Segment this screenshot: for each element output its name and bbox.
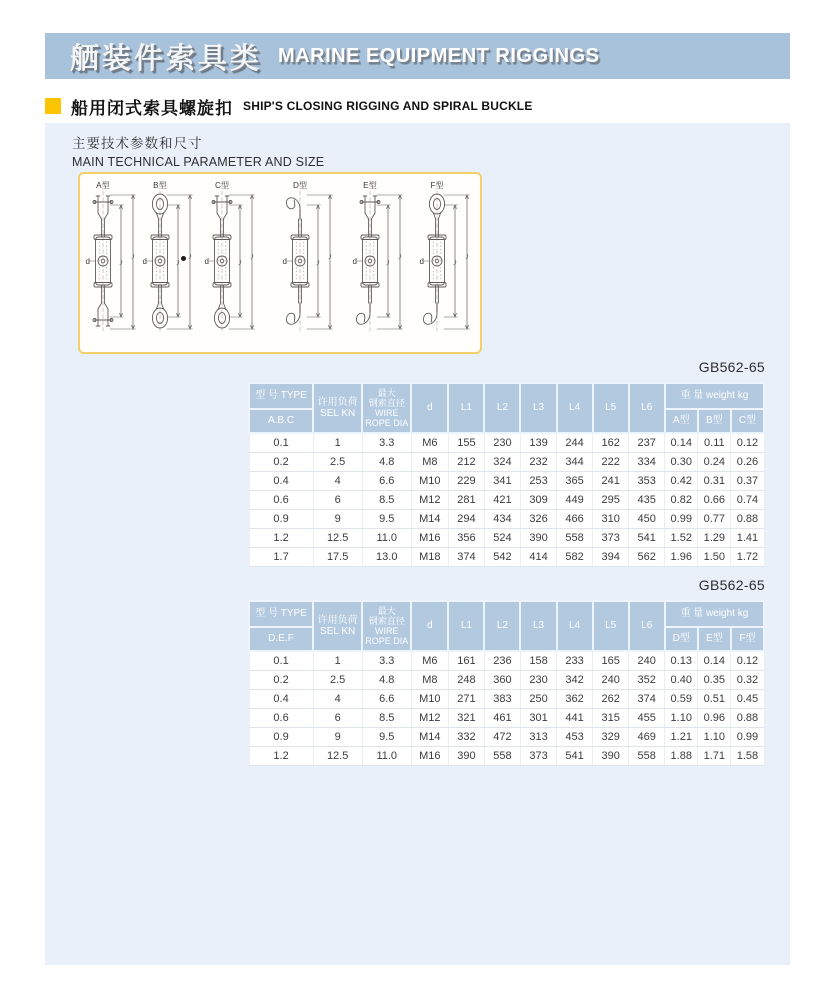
table-cell: 4.8 [362, 671, 411, 690]
table-cell: 1.7 [249, 548, 313, 567]
column-header-l6: L6 [629, 383, 665, 433]
table-cell: 0.88 [731, 709, 764, 728]
table-cell: 0.59 [665, 690, 698, 709]
table-cell: 558 [484, 747, 520, 766]
standard-label-abc: GB562-65 [698, 359, 765, 375]
table-row [249, 453, 764, 472]
table-cell: 253 [520, 472, 556, 491]
svg-text:D型: D型 [292, 181, 308, 190]
table-cell: 394 [593, 548, 629, 567]
table-cell: 0.74 [731, 491, 764, 510]
turnbuckle-drawing-d [280, 179, 342, 345]
column-header-l2: L2 [484, 383, 520, 433]
table-cell: 310 [593, 510, 629, 529]
table-cell: 232 [520, 453, 556, 472]
table-cell: 1.58 [731, 747, 764, 766]
column-header-load: 许用负荷 SEL KN [313, 601, 362, 651]
table-cell: 281 [448, 491, 484, 510]
column-header-l4: L4 [557, 601, 593, 651]
table-cell: 315 [593, 709, 629, 728]
table-row [249, 709, 764, 728]
table-cell: 9 [313, 510, 362, 529]
table-cell: 1 [313, 433, 362, 453]
table-cell: 0.14 [698, 651, 731, 671]
spec-table-def [248, 600, 765, 766]
table-cell: 0.32 [731, 671, 764, 690]
table-cell: 1.21 [665, 728, 698, 747]
table-cell: M14 [411, 728, 448, 747]
table-cell: 8.5 [362, 709, 411, 728]
svg-text:d: d [352, 257, 357, 266]
column-header-load: 许用负荷 SEL KN [313, 383, 362, 433]
table-row [249, 529, 764, 548]
table-cell: 165 [593, 651, 629, 671]
parameters-heading [72, 132, 324, 169]
table-cell: 562 [629, 548, 665, 567]
table-cell: 1.96 [665, 548, 698, 567]
table-cell: 1 [313, 651, 362, 671]
table-cell: 0.12 [731, 433, 764, 453]
table-row [249, 651, 764, 671]
table-cell: 237 [629, 433, 665, 453]
table-cell: 8.5 [362, 491, 411, 510]
table-cell: 6.6 [362, 472, 411, 491]
table-cell: M10 [411, 472, 448, 491]
column-header-l6: L6 [629, 601, 665, 651]
table-cell: 4.8 [362, 453, 411, 472]
table-cell: 212 [448, 453, 484, 472]
table-cell: 0.2 [249, 453, 313, 472]
column-header-l5: L5 [593, 383, 629, 433]
turnbuckle-drawing-f [417, 179, 479, 345]
table-cell: 390 [448, 747, 484, 766]
table-cell: 0.1 [249, 433, 313, 453]
table-cell: 6 [313, 491, 362, 510]
table-cell: 4 [313, 690, 362, 709]
banner-title-en: MARINE EQUIPMENT RIGGINGS [278, 44, 600, 67]
table-cell: 0.6 [249, 709, 313, 728]
table-cell: 360 [484, 671, 520, 690]
table-cell: 441 [557, 709, 593, 728]
table-cell: 362 [557, 690, 593, 709]
spec-table [248, 600, 765, 766]
table-cell: M10 [411, 690, 448, 709]
column-header-l4: L4 [557, 383, 593, 433]
table-cell: 0.99 [665, 510, 698, 529]
table-cell: 2.5 [313, 453, 362, 472]
table-cell: 329 [593, 728, 629, 747]
column-header-type-sub: D.E.F [249, 627, 313, 651]
table-cell: 1.10 [665, 709, 698, 728]
table-cell: 542 [484, 548, 520, 567]
table-cell: 9.5 [362, 510, 411, 529]
table-cell: 309 [520, 491, 556, 510]
table-cell: M12 [411, 491, 448, 510]
table-cell: 0.96 [698, 709, 731, 728]
table-cell: 158 [520, 651, 556, 671]
table-cell: 0.31 [698, 472, 731, 491]
svg-text:d: d [85, 257, 90, 266]
column-header-d: d [411, 601, 448, 651]
table-row [249, 472, 764, 491]
print-dot [181, 256, 186, 261]
table-cell: 0.99 [731, 728, 764, 747]
table-cell: 374 [629, 690, 665, 709]
table-cell: 0.14 [665, 433, 698, 453]
svg-text:B型: B型 [153, 181, 167, 190]
table-cell: 434 [484, 510, 520, 529]
table-cell: 374 [448, 548, 484, 567]
svg-text:d: d [282, 257, 287, 266]
column-header-wire-dia: 最大 钢索直径 WIRE ROPE DIA [362, 601, 411, 651]
column-header-type: 型 号 TYPE [249, 383, 313, 409]
table-cell: 295 [593, 491, 629, 510]
table-cell: 161 [448, 651, 484, 671]
turnbuckle-drawing-b [140, 179, 202, 345]
table-row [249, 548, 764, 567]
table-cell: 582 [557, 548, 593, 567]
table-cell: 1.29 [698, 529, 731, 548]
turnbuckle-drawing-e [350, 179, 412, 345]
table-cell: 1.88 [665, 747, 698, 766]
table-cell: 139 [520, 433, 556, 453]
table-cell: 1.2 [249, 529, 313, 548]
column-header-l3: L3 [520, 601, 556, 651]
table-cell: 12.5 [313, 529, 362, 548]
table-cell: 9 [313, 728, 362, 747]
table-cell: 162 [593, 433, 629, 453]
banner-title-zh: 舾装件索具类 [70, 42, 263, 75]
column-header-weight: 重 量 weight kg [665, 383, 764, 409]
table-cell: 1.10 [698, 728, 731, 747]
table-cell: 1.2 [249, 747, 313, 766]
table-cell: 558 [557, 529, 593, 548]
table-cell: 334 [629, 453, 665, 472]
turnbuckle-drawing-a [83, 179, 145, 345]
svg-text:d: d [204, 257, 209, 266]
table-cell: 240 [629, 651, 665, 671]
table-cell: 4 [313, 472, 362, 491]
table-cell: 294 [448, 510, 484, 529]
table-cell: 524 [484, 529, 520, 548]
table-cell: 12.5 [313, 747, 362, 766]
table-cell: 453 [557, 728, 593, 747]
parameters-title-en: MAIN TECHNICAL PARAMETER AND SIZE [72, 155, 325, 169]
table-cell: 0.30 [665, 453, 698, 472]
table-row [249, 491, 764, 510]
table-cell: 222 [593, 453, 629, 472]
table-row [249, 510, 764, 529]
table-cell: 390 [520, 529, 556, 548]
table-cell: 271 [448, 690, 484, 709]
turnbuckle-drawing-c [202, 179, 264, 345]
table-cell: 421 [484, 491, 520, 510]
table-cell: 0.37 [731, 472, 764, 491]
svg-text:C型: C型 [214, 181, 230, 190]
table-cell: 262 [593, 690, 629, 709]
table-row [249, 671, 764, 690]
table-cell: 0.77 [698, 510, 731, 529]
column-header-wire-dia: 最大 钢索直径 WIRE ROPE DIA [362, 383, 411, 433]
table-cell: 466 [557, 510, 593, 529]
table-cell: 341 [484, 472, 520, 491]
table-cell: 1.50 [698, 548, 731, 567]
svg-text:E型: E型 [363, 181, 377, 190]
table-row [249, 728, 764, 747]
column-header-d: d [411, 383, 448, 433]
table-cell: 241 [593, 472, 629, 491]
table-cell: 0.9 [249, 510, 313, 529]
table-cell: 17.5 [313, 548, 362, 567]
table-cell: 0.4 [249, 472, 313, 491]
table-cell: 250 [520, 690, 556, 709]
table-cell: 6 [313, 709, 362, 728]
table-cell: 0.42 [665, 472, 698, 491]
table-cell: M14 [411, 510, 448, 529]
column-header-weight-type: D型 [665, 627, 698, 651]
table-cell: 6.6 [362, 690, 411, 709]
table-cell: M8 [411, 453, 448, 472]
parameters-title-zh: 主要技术参数和尺寸 [72, 136, 203, 151]
table-cell: 0.45 [731, 690, 764, 709]
table-cell: 301 [520, 709, 556, 728]
table-cell: 472 [484, 728, 520, 747]
table-cell: 332 [448, 728, 484, 747]
section-title-zh: 船用闭式索具螺旋扣 [71, 98, 233, 118]
table-cell: 1.72 [731, 548, 764, 567]
table-cell: 342 [557, 671, 593, 690]
table-cell: 248 [448, 671, 484, 690]
table-cell: 0.82 [665, 491, 698, 510]
svg-text:d: d [419, 257, 424, 266]
column-header-l5: L5 [593, 601, 629, 651]
table-cell: 1.41 [731, 529, 764, 548]
table-cell: 326 [520, 510, 556, 529]
table-cell: 324 [484, 453, 520, 472]
table-cell: M6 [411, 651, 448, 671]
table-cell: M6 [411, 433, 448, 453]
table-cell: 0.1 [249, 651, 313, 671]
spec-table [248, 382, 765, 567]
table-cell: 0.88 [731, 510, 764, 529]
table-cell: 230 [520, 671, 556, 690]
table-cell: 0.12 [731, 651, 764, 671]
table-cell: M16 [411, 747, 448, 766]
table-cell: 244 [557, 433, 593, 453]
table-cell: 0.13 [665, 651, 698, 671]
table-cell: 449 [557, 491, 593, 510]
spec-table-abc [248, 382, 765, 567]
svg-text:F型: F型 [430, 181, 444, 190]
table-cell: 455 [629, 709, 665, 728]
table-cell: 0.11 [698, 433, 731, 453]
section-header [45, 94, 790, 118]
table-cell: 321 [448, 709, 484, 728]
table-cell: M8 [411, 671, 448, 690]
table-cell: 1.71 [698, 747, 731, 766]
yellow-bullet-icon [45, 98, 61, 114]
table-cell: 558 [629, 747, 665, 766]
table-row [249, 690, 764, 709]
table-cell: 3.3 [362, 651, 411, 671]
svg-text:d: d [142, 257, 147, 266]
table-cell: 0.66 [698, 491, 731, 510]
table-cell: 373 [520, 747, 556, 766]
table-cell: 0.51 [698, 690, 731, 709]
table-cell: 2.5 [313, 671, 362, 690]
table-cell: 0.26 [731, 453, 764, 472]
table-cell: 236 [484, 651, 520, 671]
table-cell: 435 [629, 491, 665, 510]
table-cell: 11.0 [362, 529, 411, 548]
table-cell: 373 [593, 529, 629, 548]
table-cell: 230 [484, 433, 520, 453]
column-header-l1: L1 [448, 383, 484, 433]
column-header-weight-type: C型 [731, 409, 764, 433]
table-cell: 11.0 [362, 747, 411, 766]
table-cell: 229 [448, 472, 484, 491]
table-cell: 233 [557, 651, 593, 671]
table-cell: M12 [411, 709, 448, 728]
svg-text:A型: A型 [96, 181, 110, 190]
column-header-weight-type: B型 [698, 409, 731, 433]
column-header-type: 型 号 TYPE [249, 601, 313, 627]
column-header-l3: L3 [520, 383, 556, 433]
table-row [249, 747, 764, 766]
table-cell: 155 [448, 433, 484, 453]
section-title-en: SHIP'S CLOSING RIGGING AND SPIRAL BUCKLE [243, 99, 533, 113]
table-cell: 390 [593, 747, 629, 766]
column-header-weight-type: A型 [665, 409, 698, 433]
table-cell: 541 [629, 529, 665, 548]
table-cell: 383 [484, 690, 520, 709]
table-cell: 414 [520, 548, 556, 567]
column-header-weight-type: F型 [731, 627, 764, 651]
column-header-l1: L1 [448, 601, 484, 651]
table-row [249, 433, 764, 453]
table-cell: 0.35 [698, 671, 731, 690]
column-header-weight: 重 量 weight kg [665, 601, 764, 627]
table-cell: 353 [629, 472, 665, 491]
table-cell: 352 [629, 671, 665, 690]
table-cell: 0.4 [249, 690, 313, 709]
table-cell: M16 [411, 529, 448, 548]
table-cell: 344 [557, 453, 593, 472]
table-cell: 0.6 [249, 491, 313, 510]
column-header-l2: L2 [484, 601, 520, 651]
content-panel [45, 123, 790, 965]
table-cell: 3.3 [362, 433, 411, 453]
table-cell: 313 [520, 728, 556, 747]
technical-drawing-box [78, 172, 482, 354]
table-cell: M18 [411, 548, 448, 567]
column-header-type-sub: A.B.C [249, 409, 313, 433]
table-cell: 356 [448, 529, 484, 548]
table-cell: 469 [629, 728, 665, 747]
table-cell: 1.52 [665, 529, 698, 548]
table-cell: 0.24 [698, 453, 731, 472]
column-header-weight-type: E型 [698, 627, 731, 651]
table-cell: 365 [557, 472, 593, 491]
table-cell: 450 [629, 510, 665, 529]
table-cell: 0.2 [249, 671, 313, 690]
table-cell: 0.9 [249, 728, 313, 747]
table-cell: 240 [593, 671, 629, 690]
table-cell: 541 [557, 747, 593, 766]
page-banner [45, 33, 790, 79]
table-cell: 0.40 [665, 671, 698, 690]
standard-label-def: GB562-65 [698, 577, 765, 593]
table-cell: 13.0 [362, 548, 411, 567]
table-cell: 9.5 [362, 728, 411, 747]
table-cell: 461 [484, 709, 520, 728]
